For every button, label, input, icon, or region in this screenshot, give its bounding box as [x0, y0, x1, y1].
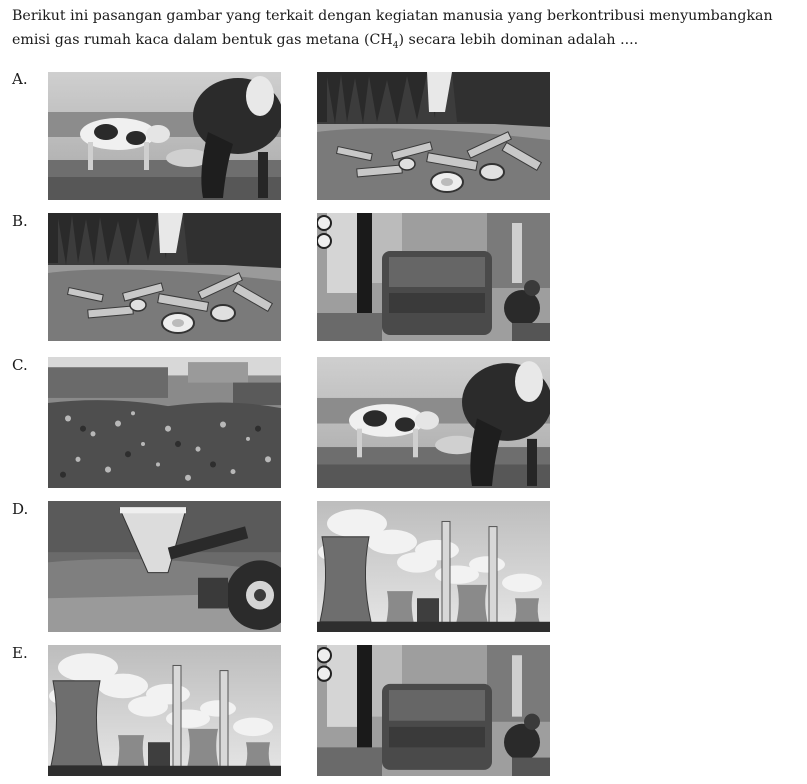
option-b-label[interactable]: B.	[12, 212, 28, 230]
option-d-left-image	[48, 501, 281, 632]
question-text	[12, 4, 802, 58]
option-b-right-image	[317, 213, 550, 341]
option-d-right-image	[317, 501, 550, 632]
option-c-left-image	[48, 357, 281, 488]
option-a-right-image	[317, 72, 550, 200]
option-a-label[interactable]: A.	[12, 70, 28, 88]
question-text-main: Berikut ini pasangan gambar yang terkait dengan kegiatan manusia yang berkontribusi menyumbangkan emisi gas rumah kaca dalam bentuk gas metana (CH	[12, 8, 773, 48]
option-a-left-image	[48, 72, 281, 200]
question-text-end: ) secara lebih dominan adalah ....	[398, 32, 639, 48]
option-d-label[interactable]: D.	[12, 500, 29, 518]
option-e-label[interactable]: E.	[12, 644, 28, 662]
option-e-right-image	[317, 645, 550, 776]
option-b-left-image	[48, 213, 281, 341]
option-e-left-image	[48, 645, 281, 776]
option-c-label[interactable]: C.	[12, 356, 28, 374]
option-c-right-image	[317, 357, 550, 488]
question-subscript: 4	[392, 40, 399, 51]
